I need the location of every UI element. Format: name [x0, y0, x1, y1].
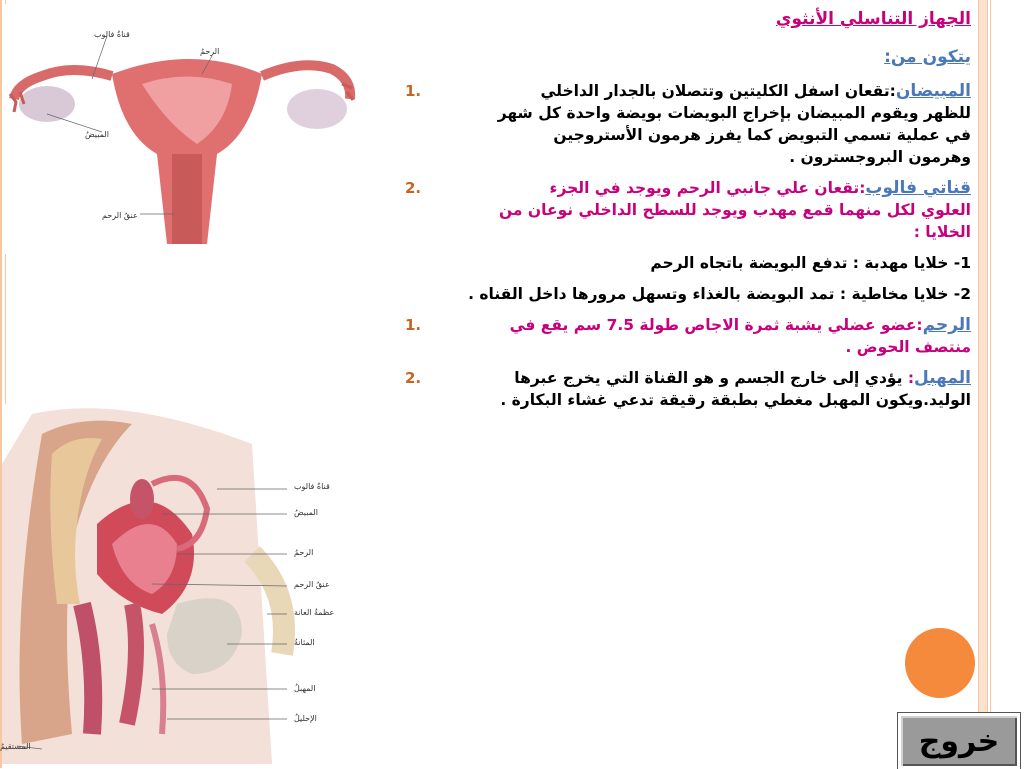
label-pubic-bone: عظمةُ العانة [294, 608, 335, 617]
term-ovaries: المبيضان [895, 81, 971, 101]
list-item-uterus [405, 314, 971, 358]
list-number: 1. [405, 316, 422, 334]
label-fallopian-tube: قناةُ فالوب [94, 30, 130, 39]
ovaries-description: تقعان اسفل الكليتين وتتصلان بالجدار الداخلي للظهر ويقوم المبيضان بإخراج البويضات بويضة واحدة كل شهر في عملية تسمي التبويض كما يفرز هرمون الأستروجين وهرمون البروجسترون . [497, 82, 971, 166]
label-rectum: المستقيمُ [0, 742, 31, 751]
right-stripe-outer [990, 0, 991, 768]
label-ovary: المبيضُ [85, 130, 109, 139]
cell-type-mucous: 2- خلايا مخاطية : تمد البويضة بالغذاء وتسهل مرورها داخل القناه . [468, 285, 971, 303]
list-item-vagina [405, 367, 971, 411]
uterus-description: عضو عضلي يشبة ثمرة الاجاص طولة 7.5 سم يقع في منتصف الحوض . [509, 316, 971, 356]
right-stripe [978, 0, 988, 768]
term-colon: : [907, 369, 915, 387]
list-number: 1. [405, 82, 422, 100]
term-fallopian-tubes: قناتي فالوب [865, 178, 971, 198]
content-panel [405, 6, 971, 420]
label-uterus: الرحمُ [200, 47, 220, 56]
fallopian-tubes-description: تقعان علي جانبي الرحم ويوجد في الجزء العلوي لكل منهما قمع مهدب ويوجد للسطح الداخلي نوعان من الخلايا : [498, 179, 971, 241]
term-colon: : [859, 179, 866, 197]
list-item-ovaries [405, 80, 971, 168]
label-fallopian-tube: قناةُ فالوب [294, 482, 330, 491]
exit-button[interactable]: خروج [898, 713, 1020, 769]
label-ovary: المبيضُ [294, 508, 318, 517]
list-number: 2. [405, 369, 422, 387]
page-title: الجهاز التناسلي الأنثوي [775, 9, 971, 29]
intro-heading: يتكون من: [884, 47, 971, 67]
decorative-circle [905, 628, 975, 698]
vagina-description: يؤدي إلى خارج الجسم و هو القناة التي يخرج عبرها الوليد.ويكون المهبل مغطي بطبقة رقيقة تدعي غشاء البكارة . [500, 369, 971, 409]
uterus-front-figure [2, 4, 360, 254]
term-vagina: المهبل [914, 368, 971, 388]
label-cervix: عنقُ الرحم [294, 580, 330, 589]
cell-type-ciliated: 1- خلايا مهدبة : تدفع البويضة باتجاه الرحم [650, 254, 971, 272]
uterus-front-illustration [2, 4, 360, 254]
label-urethra: الإحليلُ [294, 714, 317, 723]
label-cervix: عنقُ الرحم [102, 211, 138, 220]
list-item-fallopian-tubes [405, 177, 971, 243]
term-uterus: الرحم [922, 315, 971, 335]
term-colon: : [916, 316, 923, 334]
pelvis-side-figure [2, 404, 360, 768]
label-bladder: المثانةُ [294, 638, 315, 647]
list-number: 2. [405, 179, 422, 197]
label-vagina: المهبلُ [294, 684, 316, 693]
label-uterus: الرحمُ [294, 548, 314, 557]
term-colon: : [889, 82, 896, 100]
